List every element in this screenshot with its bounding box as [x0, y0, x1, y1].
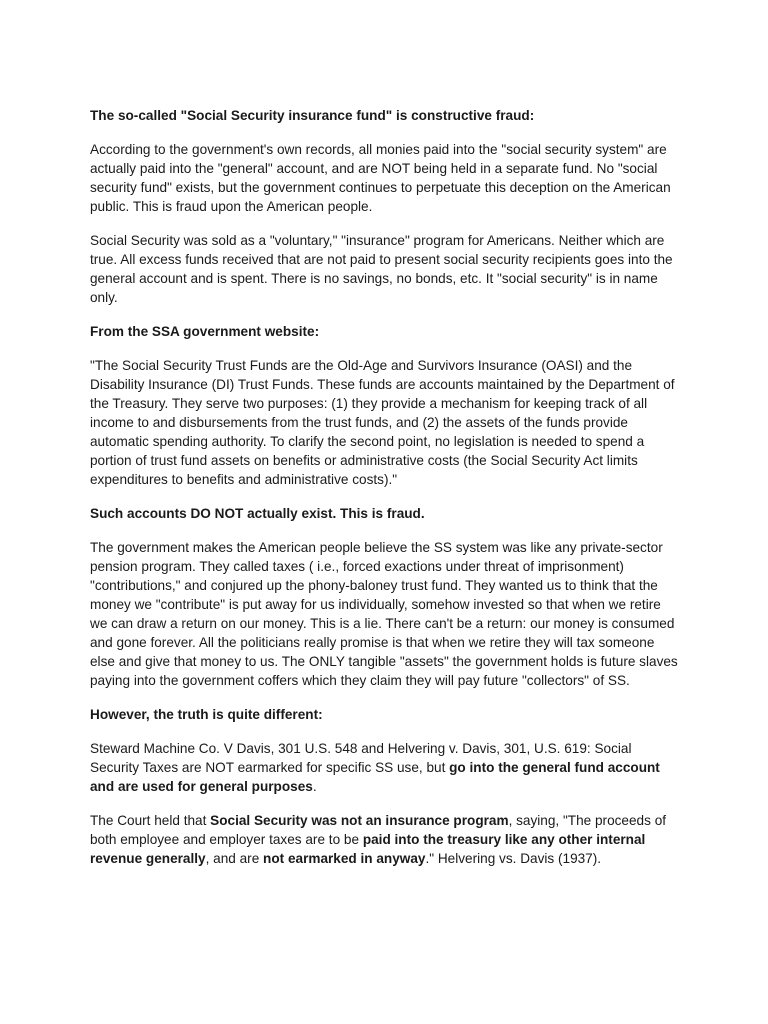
- bold-run: Social Security was not an insurance program: [210, 813, 509, 828]
- paragraph-government-records: According to the government's own records, all monies paid into the "social security system" are actually paid into the "general" account, and are NOT being held in a separate fund. No "social security fund" exists, but the government continues to perpetuate this deception on the American public. This is fraud upon the American people.: [90, 142, 671, 214]
- heading-accounts-do-not-exist: Such accounts DO NOT actually exist. This is fraud.: [90, 506, 425, 521]
- text-run: , and are: [205, 851, 264, 866]
- paragraph-private-sector-pension: The government makes the American people believe the SS system was like any private-sector pension program. They called taxes ( i.e., forced exactions under threat of imprisonment) "contributions," and conjured up the phony-baloney trust fund. They wanted us to think that the money we "contribute" is put away for us individually, somehow invested so that when we retire we can draw a return on our money. This is a lie. There can't be a return: our money is consumed and gone forever. All the politicians really promise is that when we retire they will tax someone else and give that money to us. The ONLY tangible "assets" the government holds is future slaves paying into the government coffers which they claim they will pay future "collectors" of SS.: [90, 540, 678, 688]
- text-run: Steward Machine Co. V Davis, 301 U.S. 548 and Helvering v. Davis, 301, U.S. 619: Social Security Taxes are NOT earmarked for specific SS use, but: [90, 741, 632, 775]
- text-run: .: [312, 779, 317, 794]
- paragraph-voluntary-insurance: Social Security was sold as a "voluntary," "insurance" program for Americans. Neither which are true. All excess funds received that are not paid to present social security recipients goes into the general account and is spent. There is no savings, no bonds, etc. It "social security" is in name only.: [90, 233, 673, 305]
- bold-run: not earmarked in anyway: [263, 851, 426, 866]
- text-run: The Court held that: [90, 813, 211, 828]
- heading-ssa-website: From the SSA government website:: [90, 324, 320, 339]
- text-run: , saying, "The proceeds of both employee and employer taxes are to be: [90, 813, 667, 847]
- paragraph-trust-funds-quote: "The Social Security Trust Funds are the Old-Age and Survivors Insurance (OASI) and the Disability Insurance (DI) Trust Funds. These funds are accounts maintained by the Department of the Treasury. They serve two purposes: (1) they provide a mechanism for keeping track of all income to and disbursements from the trust funds, and (2) the assets of the funds provide automatic spending authority. To clarify the second point, no legislation is needed to spend a portion of trust fund assets on benefits or administrative costs (the Social Security Act limits expenditures to benefits and administrative costs).": [90, 358, 675, 487]
- paragraph-court-held: [90, 811, 680, 868]
- bold-run: paid into the treasury like any other internal revenue generally: [90, 832, 646, 866]
- text-run: ." Helvering vs. Davis (1937).: [425, 851, 602, 866]
- heading-constructive-fraud: The so-called "Social Security insurance fund" is constructive fraud:: [90, 108, 535, 123]
- paragraph-steward-machine: [90, 739, 680, 796]
- document-body: [90, 106, 680, 883]
- heading-truth-different: However, the truth is quite different:: [90, 707, 323, 722]
- bold-run: go into the general fund account and are used for general purposes: [90, 760, 660, 794]
